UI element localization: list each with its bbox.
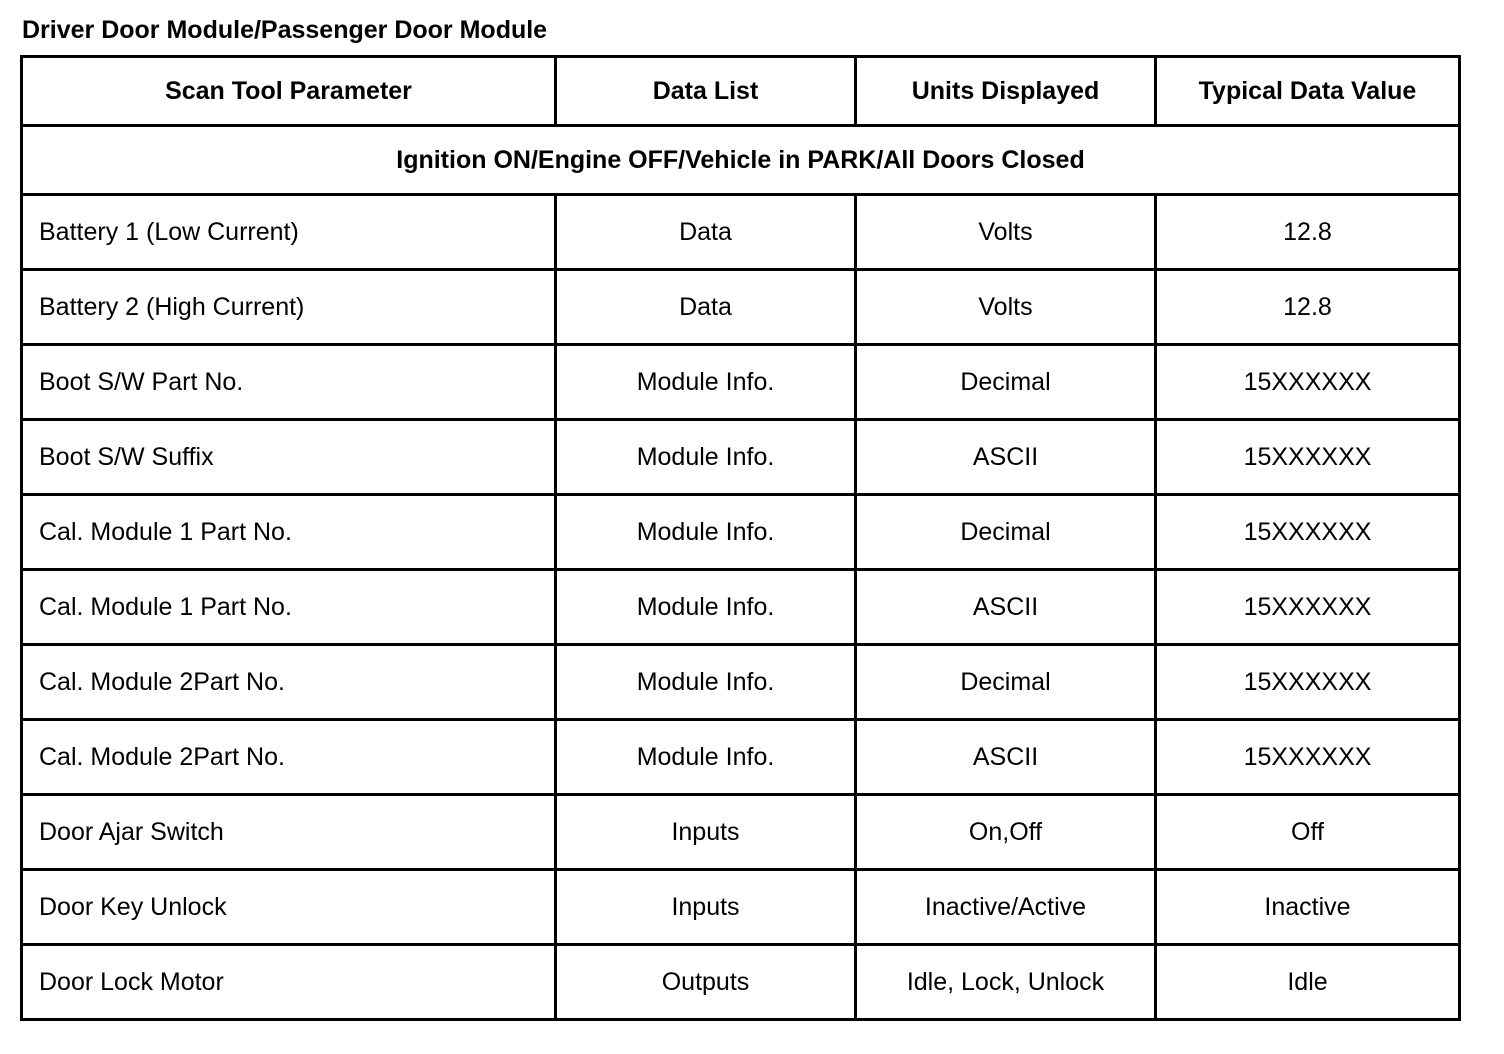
units-displayed-cell: Decimal <box>856 345 1156 420</box>
data-list-cell: Module Info. <box>556 420 856 495</box>
header-data-list: Data List <box>556 57 856 126</box>
scan-tool-parameter-cell: Boot S/W Part No. <box>22 345 556 420</box>
section-row <box>22 126 1460 195</box>
header-units-displayed: Units Displayed <box>856 57 1156 126</box>
typical-data-value-cell: 15XXXXXX <box>1156 570 1460 645</box>
table-row <box>22 570 1460 645</box>
units-displayed-cell: ASCII <box>856 420 1156 495</box>
table-row <box>22 720 1460 795</box>
typical-data-value-cell: 15XXXXXX <box>1156 720 1460 795</box>
scan-tool-parameter-cell: Cal. Module 1 Part No. <box>22 570 556 645</box>
typical-data-value-cell: Off <box>1156 795 1460 870</box>
scan-tool-parameter-cell: Battery 2 (High Current) <box>22 270 556 345</box>
data-list-cell: Inputs <box>556 795 856 870</box>
header-typical-data-value: Typical Data Value <box>1156 57 1460 126</box>
table-row <box>22 195 1460 270</box>
table-row <box>22 870 1460 945</box>
data-list-cell: Outputs <box>556 945 856 1020</box>
units-displayed-cell: Decimal <box>856 495 1156 570</box>
units-displayed-cell: Volts <box>856 270 1156 345</box>
units-displayed-cell: Inactive/Active <box>856 870 1156 945</box>
table-row <box>22 345 1460 420</box>
scan-tool-parameter-cell: Door Key Unlock <box>22 870 556 945</box>
data-list-cell: Module Info. <box>556 720 856 795</box>
data-list-cell: Module Info. <box>556 495 856 570</box>
scan-tool-parameter-cell: Boot S/W Suffix <box>22 420 556 495</box>
data-list-cell: Inputs <box>556 870 856 945</box>
scan-tool-parameter-cell: Door Ajar Switch <box>22 795 556 870</box>
table-row <box>22 945 1460 1020</box>
section-condition-label: Ignition ON/Engine OFF/Vehicle in PARK/All Doors Closed <box>22 126 1460 195</box>
table-row <box>22 270 1460 345</box>
scan-tool-parameter-cell: Cal. Module 2Part No. <box>22 645 556 720</box>
units-displayed-cell: ASCII <box>856 570 1156 645</box>
typical-data-value-cell: Idle <box>1156 945 1460 1020</box>
data-list-cell: Module Info. <box>556 345 856 420</box>
header-scan-tool-parameter: Scan Tool Parameter <box>22 57 556 126</box>
data-list-cell: Data <box>556 270 856 345</box>
typical-data-value-cell: 15XXXXXX <box>1156 495 1460 570</box>
scan-tool-parameter-cell: Cal. Module 2Part No. <box>22 720 556 795</box>
document-title: Driver Door Module/Passenger Door Module <box>22 16 548 44</box>
data-list-cell: Module Info. <box>556 645 856 720</box>
units-displayed-cell: Volts <box>856 195 1156 270</box>
typical-data-value-cell: 12.8 <box>1156 195 1460 270</box>
typical-data-value-cell: Inactive <box>1156 870 1460 945</box>
scan-tool-data-table <box>20 55 1461 1021</box>
table-row <box>22 495 1460 570</box>
data-list-cell: Data <box>556 195 856 270</box>
table-row <box>22 420 1460 495</box>
scan-tool-parameter-cell: Door Lock Motor <box>22 945 556 1020</box>
units-displayed-cell: Idle, Lock, Unlock <box>856 945 1156 1020</box>
data-list-cell: Module Info. <box>556 570 856 645</box>
units-displayed-cell: On,Off <box>856 795 1156 870</box>
typical-data-value-cell: 15XXXXXX <box>1156 345 1460 420</box>
typical-data-value-cell: 15XXXXXX <box>1156 645 1460 720</box>
typical-data-value-cell: 12.8 <box>1156 270 1460 345</box>
typical-data-value-cell: 15XXXXXX <box>1156 420 1460 495</box>
scan-tool-parameter-cell: Cal. Module 1 Part No. <box>22 495 556 570</box>
units-displayed-cell: ASCII <box>856 720 1156 795</box>
scan-tool-parameter-cell: Battery 1 (Low Current) <box>22 195 556 270</box>
units-displayed-cell: Decimal <box>856 645 1156 720</box>
table-row <box>22 795 1460 870</box>
header-row <box>22 57 1460 126</box>
table-row <box>22 645 1460 720</box>
